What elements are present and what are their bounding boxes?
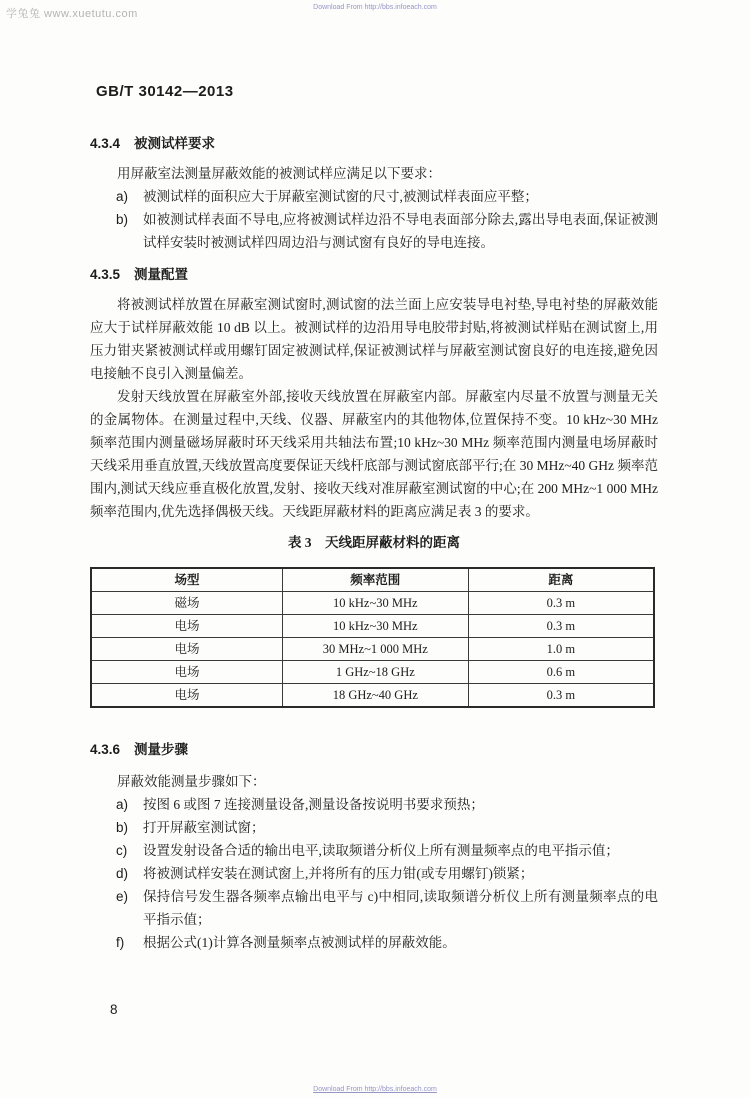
table-row xyxy=(91,592,654,615)
section-number: 4.3.6 xyxy=(90,742,121,757)
table-cell: 电场 xyxy=(91,661,282,684)
table-cell: 30 MHz~1 000 MHz xyxy=(282,638,468,661)
list-item xyxy=(90,816,658,839)
list-item xyxy=(90,885,658,931)
table-cell: 0.3 m xyxy=(468,615,654,638)
section-title: 测量配置 xyxy=(134,267,189,282)
section-435-paragraph-1: 将被测试样放置在屏蔽室测试窗时,测试窗的法兰面上应安装导电衬垫,导电衬垫的屏蔽效能应大于试样屏蔽效能 10 dB 以上。被测试样的边沿用导电胶带封贴,将被测试样贴在测试窗上,用压力钳夹紧被测试样或用螺钉固定被测试样,保证被测试样与屏蔽室测试窗良好的电连接,避免因电接触不良引入测量偏差。 xyxy=(90,297,658,381)
list-item-text: 设置发射设备合适的输出电平,读取频谱分析仪上所有测量频率点的电平指示值； xyxy=(143,843,619,858)
list-item-text: 如被测试样表面不导电,应将被测试样边沿不导电表面部分除去,露出导电表面,保证被测试样安装时被测试样四周边沿与测试窗有良好的导电连接。 xyxy=(143,212,658,250)
section-number: 4.3.5 xyxy=(90,267,121,282)
list-item-text: 根据公式(1)计算各测量频率点被测试样的屏蔽效能。 xyxy=(143,935,456,950)
section-title: 测量步骤 xyxy=(134,742,189,757)
table-cell: 1.0 m xyxy=(468,638,654,661)
watermark-xuetutu: 学兔兔 www.xuetutu.com xyxy=(6,8,138,20)
list-item xyxy=(90,931,658,954)
list-item-text: 保持信号发生器各频率点输出电平与 c)中相同,读取频谱分析仪上所有测量频率点的电平指示值； xyxy=(143,889,658,927)
section-title: 被测试样要求 xyxy=(134,136,216,151)
table-cell: 10 kHz~30 MHz xyxy=(282,615,468,638)
list-item-label: b) xyxy=(116,212,129,227)
table-cell: 18 GHz~40 GHz xyxy=(282,684,468,708)
section-number: 4.3.4 xyxy=(90,136,121,151)
table-cell: 电场 xyxy=(91,638,282,661)
list-item-label: d) xyxy=(116,866,129,881)
section-heading-436 xyxy=(90,738,658,761)
table-antenna-distance xyxy=(90,567,655,708)
list-item-text: 打开屏蔽室测试窗； xyxy=(143,820,265,835)
section-434-list xyxy=(90,185,658,254)
list-item xyxy=(90,208,658,254)
list-item-label: a) xyxy=(116,189,129,204)
list-item xyxy=(90,862,658,885)
table-cell: 0.6 m xyxy=(468,661,654,684)
list-item-text: 将被测试样安装在测试窗上,并将所有的压力钳(或专用螺钉)锁紧； xyxy=(143,866,534,881)
list-item xyxy=(90,793,658,816)
standard-number: GB/T 30142—2013 xyxy=(96,83,234,100)
column-header: 距离 xyxy=(468,568,654,592)
section-heading-434 xyxy=(90,132,658,155)
list-item-label: a) xyxy=(116,797,129,812)
section-436-intro: 屏蔽效能测量步骤如下： xyxy=(117,774,266,789)
table-cell: 10 kHz~30 MHz xyxy=(282,592,468,615)
table-caption: 表 3 天线距屏蔽材料的距离 xyxy=(287,535,461,550)
section-436-list xyxy=(90,793,658,954)
table-row xyxy=(91,684,654,708)
column-header: 场型 xyxy=(91,568,282,592)
table-row xyxy=(91,661,654,684)
table-row xyxy=(91,638,654,661)
watermark-download-top: Download From http://bbs.infoeach.com xyxy=(313,4,437,11)
list-item-label: c) xyxy=(116,843,128,858)
section-434-intro: 用屏蔽室法测量屏蔽效能的被测试样应满足以下要求： xyxy=(117,166,441,181)
table-cell: 电场 xyxy=(91,615,282,638)
list-item xyxy=(90,185,658,208)
table-cell: 磁场 xyxy=(91,592,282,615)
list-item-text: 按图 6 或图 7 连接测量设备,测量设备按说明书要求预热； xyxy=(143,797,484,812)
table-header-row xyxy=(91,568,654,592)
table-cell: 1 GHz~18 GHz xyxy=(282,661,468,684)
table-row xyxy=(91,615,654,638)
table-cell: 0.3 m xyxy=(468,684,654,708)
section-435-paragraph-2: 发射天线放置在屏蔽室外部,接收天线放置在屏蔽室内部。屏蔽室内尽量不放置与测量无关的金属物体。在测量过程中,天线、仪器、屏蔽室内的其他物体,位置保持不变。10 kHz~30 MHz 频率范围内测量磁场屏蔽时环天线采用共轴法布置;10 kHz~30 MHz 频率范围内测量电场屏蔽时天线采用垂直放置,天线放置高度要保证天线杆底部与测试窗底部平行;在 30 MHz~40 GHz 频率范围内,测试天线应垂直极化放置,发射、接收天线对准屏蔽室测试窗的中心;在 200 MHz~1 000 MHz 频率范围内,优先选择偶极天线。天线距屏蔽材料的距离应满足表 3 的要求。 xyxy=(90,389,658,519)
page-number: 8 xyxy=(110,1002,118,1017)
list-item-label: f) xyxy=(116,935,125,950)
column-header: 频率范围 xyxy=(282,568,468,592)
section-heading-435 xyxy=(90,263,658,286)
list-item xyxy=(90,839,658,862)
page-content xyxy=(90,132,658,954)
table-cell: 0.3 m xyxy=(468,592,654,615)
watermark-download-bottom: Download From http://bbs.infoeach.com xyxy=(313,1086,437,1093)
table-cell: 电场 xyxy=(91,684,282,708)
list-item-label: b) xyxy=(116,820,129,835)
list-item-text: 被测试样的面积应大于屏蔽室测试窗的尺寸,被测试样表面应平整； xyxy=(143,189,538,204)
list-item-label: e) xyxy=(116,889,129,904)
